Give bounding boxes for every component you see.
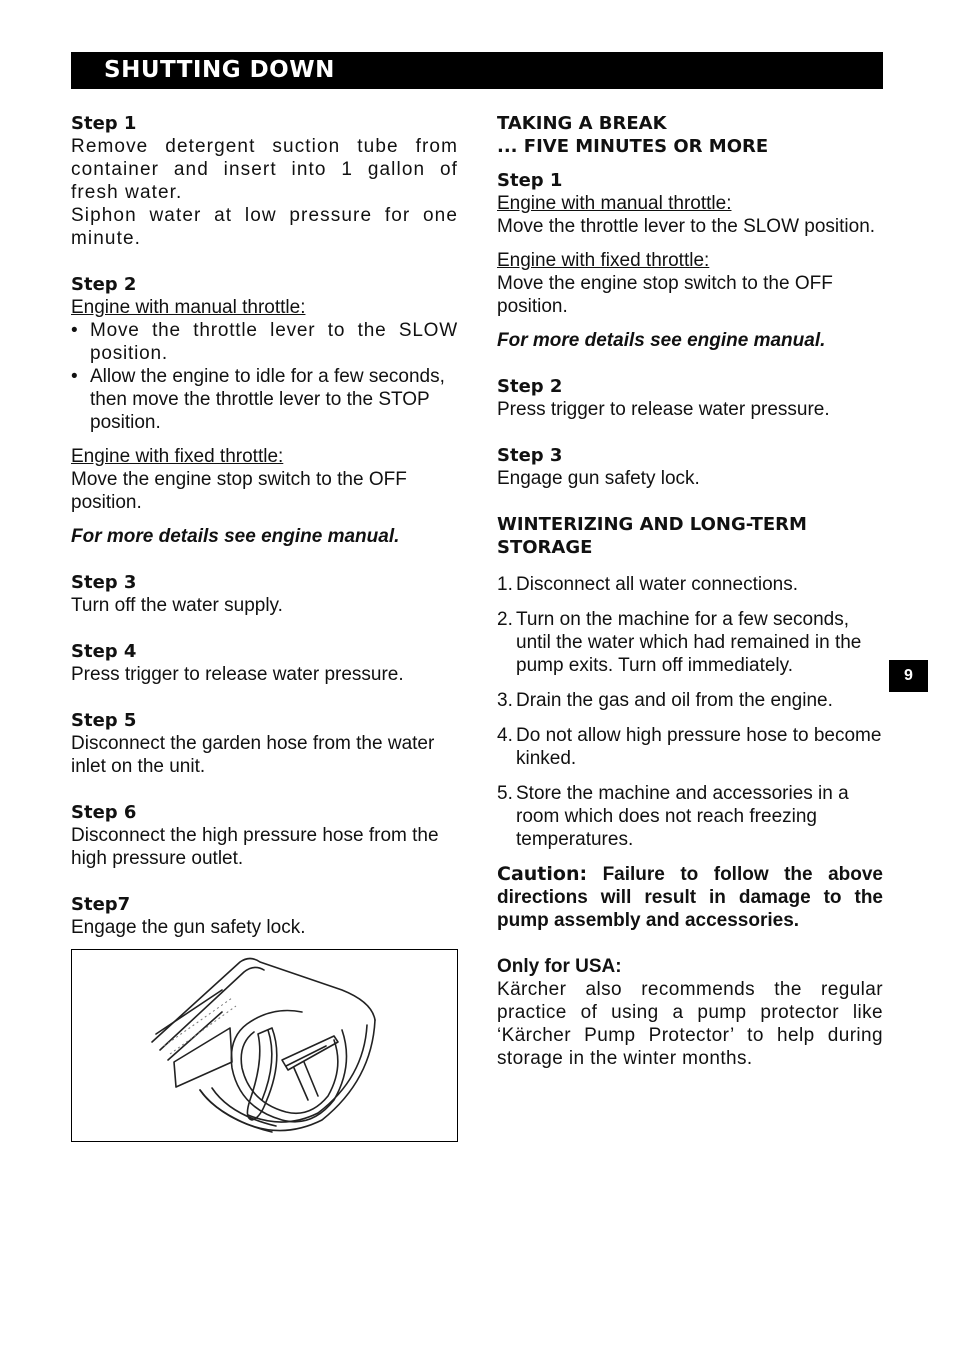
break-step-2-text: Press trigger to release water pressure. — [497, 399, 830, 420]
list-item — [497, 782, 883, 851]
engine-manual-note: For more details see engine manual. — [71, 526, 400, 547]
list-item-text: Store the machine and accessories in a room which does not reach freezing temperatures. — [516, 783, 849, 850]
step-6-heading: Step 6 — [71, 802, 137, 823]
step-3-text: Turn off the water supply. — [71, 595, 283, 616]
step-4-text: Press trigger to release water pressure. — [71, 664, 404, 685]
manual-throttle-label: Engine with manual throttle: — [71, 297, 306, 318]
fixed-throttle-label: Engine with fixed throttle: — [497, 250, 710, 271]
page-number-tab: 9 — [889, 660, 928, 692]
caution-notice — [497, 863, 883, 932]
engine-manual-note: For more details see engine manual. — [497, 330, 826, 351]
taking-break-subheading: ... FIVE MINUTES OR MORE — [497, 136, 769, 157]
list-item — [497, 608, 883, 677]
list-item-number: 5. — [497, 783, 513, 804]
caution-text: Failure to follow the above directions will result in damage to the pump assembly and accessories. — [497, 864, 883, 931]
break-step-1-heading: Step 1 — [497, 170, 563, 191]
step-6-text: Disconnect the high pressure hose from the high pressure outlet. — [71, 825, 439, 869]
manual-throttle-label: Engine with manual throttle: — [497, 193, 732, 214]
usa-heading: Only for USA: — [497, 956, 622, 977]
manual-throttle-text: Move the throttle lever to the SLOW position. — [497, 216, 876, 237]
section-header-bar — [71, 52, 883, 89]
step-7-text: Engage the gun safety lock. — [71, 917, 306, 938]
gun-safety-lock-illustration — [71, 949, 458, 1142]
step-5-heading: Step 5 — [71, 710, 137, 731]
list-item-text: Disconnect all water connections. — [516, 574, 798, 595]
list-item-text: Do not allow high pressure hose to become kinked. — [516, 725, 882, 769]
fixed-throttle-text: Move the engine stop switch to the OFF position. — [497, 273, 833, 317]
step-1-text: Remove detergent suction tube from container and insert into 1 gallon of fresh water. — [71, 136, 458, 203]
fixed-throttle-text: Move the engine stop switch to the OFF position. — [71, 469, 407, 513]
winterizing-list — [497, 573, 883, 851]
list-item — [497, 573, 883, 596]
step-5-text: Disconnect the garden hose from the water inlet on the unit. — [71, 733, 435, 777]
list-item: • Move the throttle lever to the SLOW position. — [71, 319, 458, 365]
step-4-heading: Step 4 — [71, 641, 137, 662]
fixed-throttle-label: Engine with fixed throttle: — [71, 446, 284, 467]
list-item — [497, 724, 883, 770]
list-item-number: 4. — [497, 725, 513, 746]
usa-text: Kärcher also recommends the regular practice of using a pump protector like ‘Kärcher Pump Protector’ to help during storage in the winter months. — [497, 979, 883, 1069]
winterizing-heading: WINTERIZING AND LONG-TERM STORAGE — [497, 514, 807, 558]
list-item-number: 2. — [497, 609, 513, 630]
list-item-text: Drain the gas and oil from the engine. — [516, 690, 833, 711]
caution-label: Caution: — [497, 863, 588, 885]
list-item-number: 1. — [497, 574, 513, 595]
left-column — [71, 112, 458, 939]
throttle-steps-list — [71, 319, 458, 434]
list-item — [497, 689, 883, 712]
break-step-2-heading: Step 2 — [497, 376, 563, 397]
spray-gun-trigger-drawing — [72, 950, 457, 1141]
list-item: • Allow the engine to idle for a few seconds, then move the throttle lever to the STOP position. — [71, 365, 458, 434]
break-step-3-heading: Step 3 — [497, 445, 563, 466]
step-2-heading: Step 2 — [71, 274, 137, 295]
list-item-text: Turn on the machine for a few seconds, until the water which had remained in the pump exits. Turn off immediately. — [516, 609, 862, 676]
step-7-heading: Step7 — [71, 894, 131, 915]
step-3-heading: Step 3 — [71, 572, 137, 593]
break-step-3-text: Engage gun safety lock. — [497, 468, 700, 489]
step-1-heading: Step 1 — [71, 113, 137, 134]
list-item-number: 3. — [497, 690, 513, 711]
step-1-text-2: Siphon water at low pressure for one minute. — [71, 205, 458, 249]
taking-break-heading: TAKING A BREAK — [497, 113, 667, 134]
section-title: SHUTTING DOWN — [104, 57, 335, 83]
right-column — [497, 112, 883, 1070]
